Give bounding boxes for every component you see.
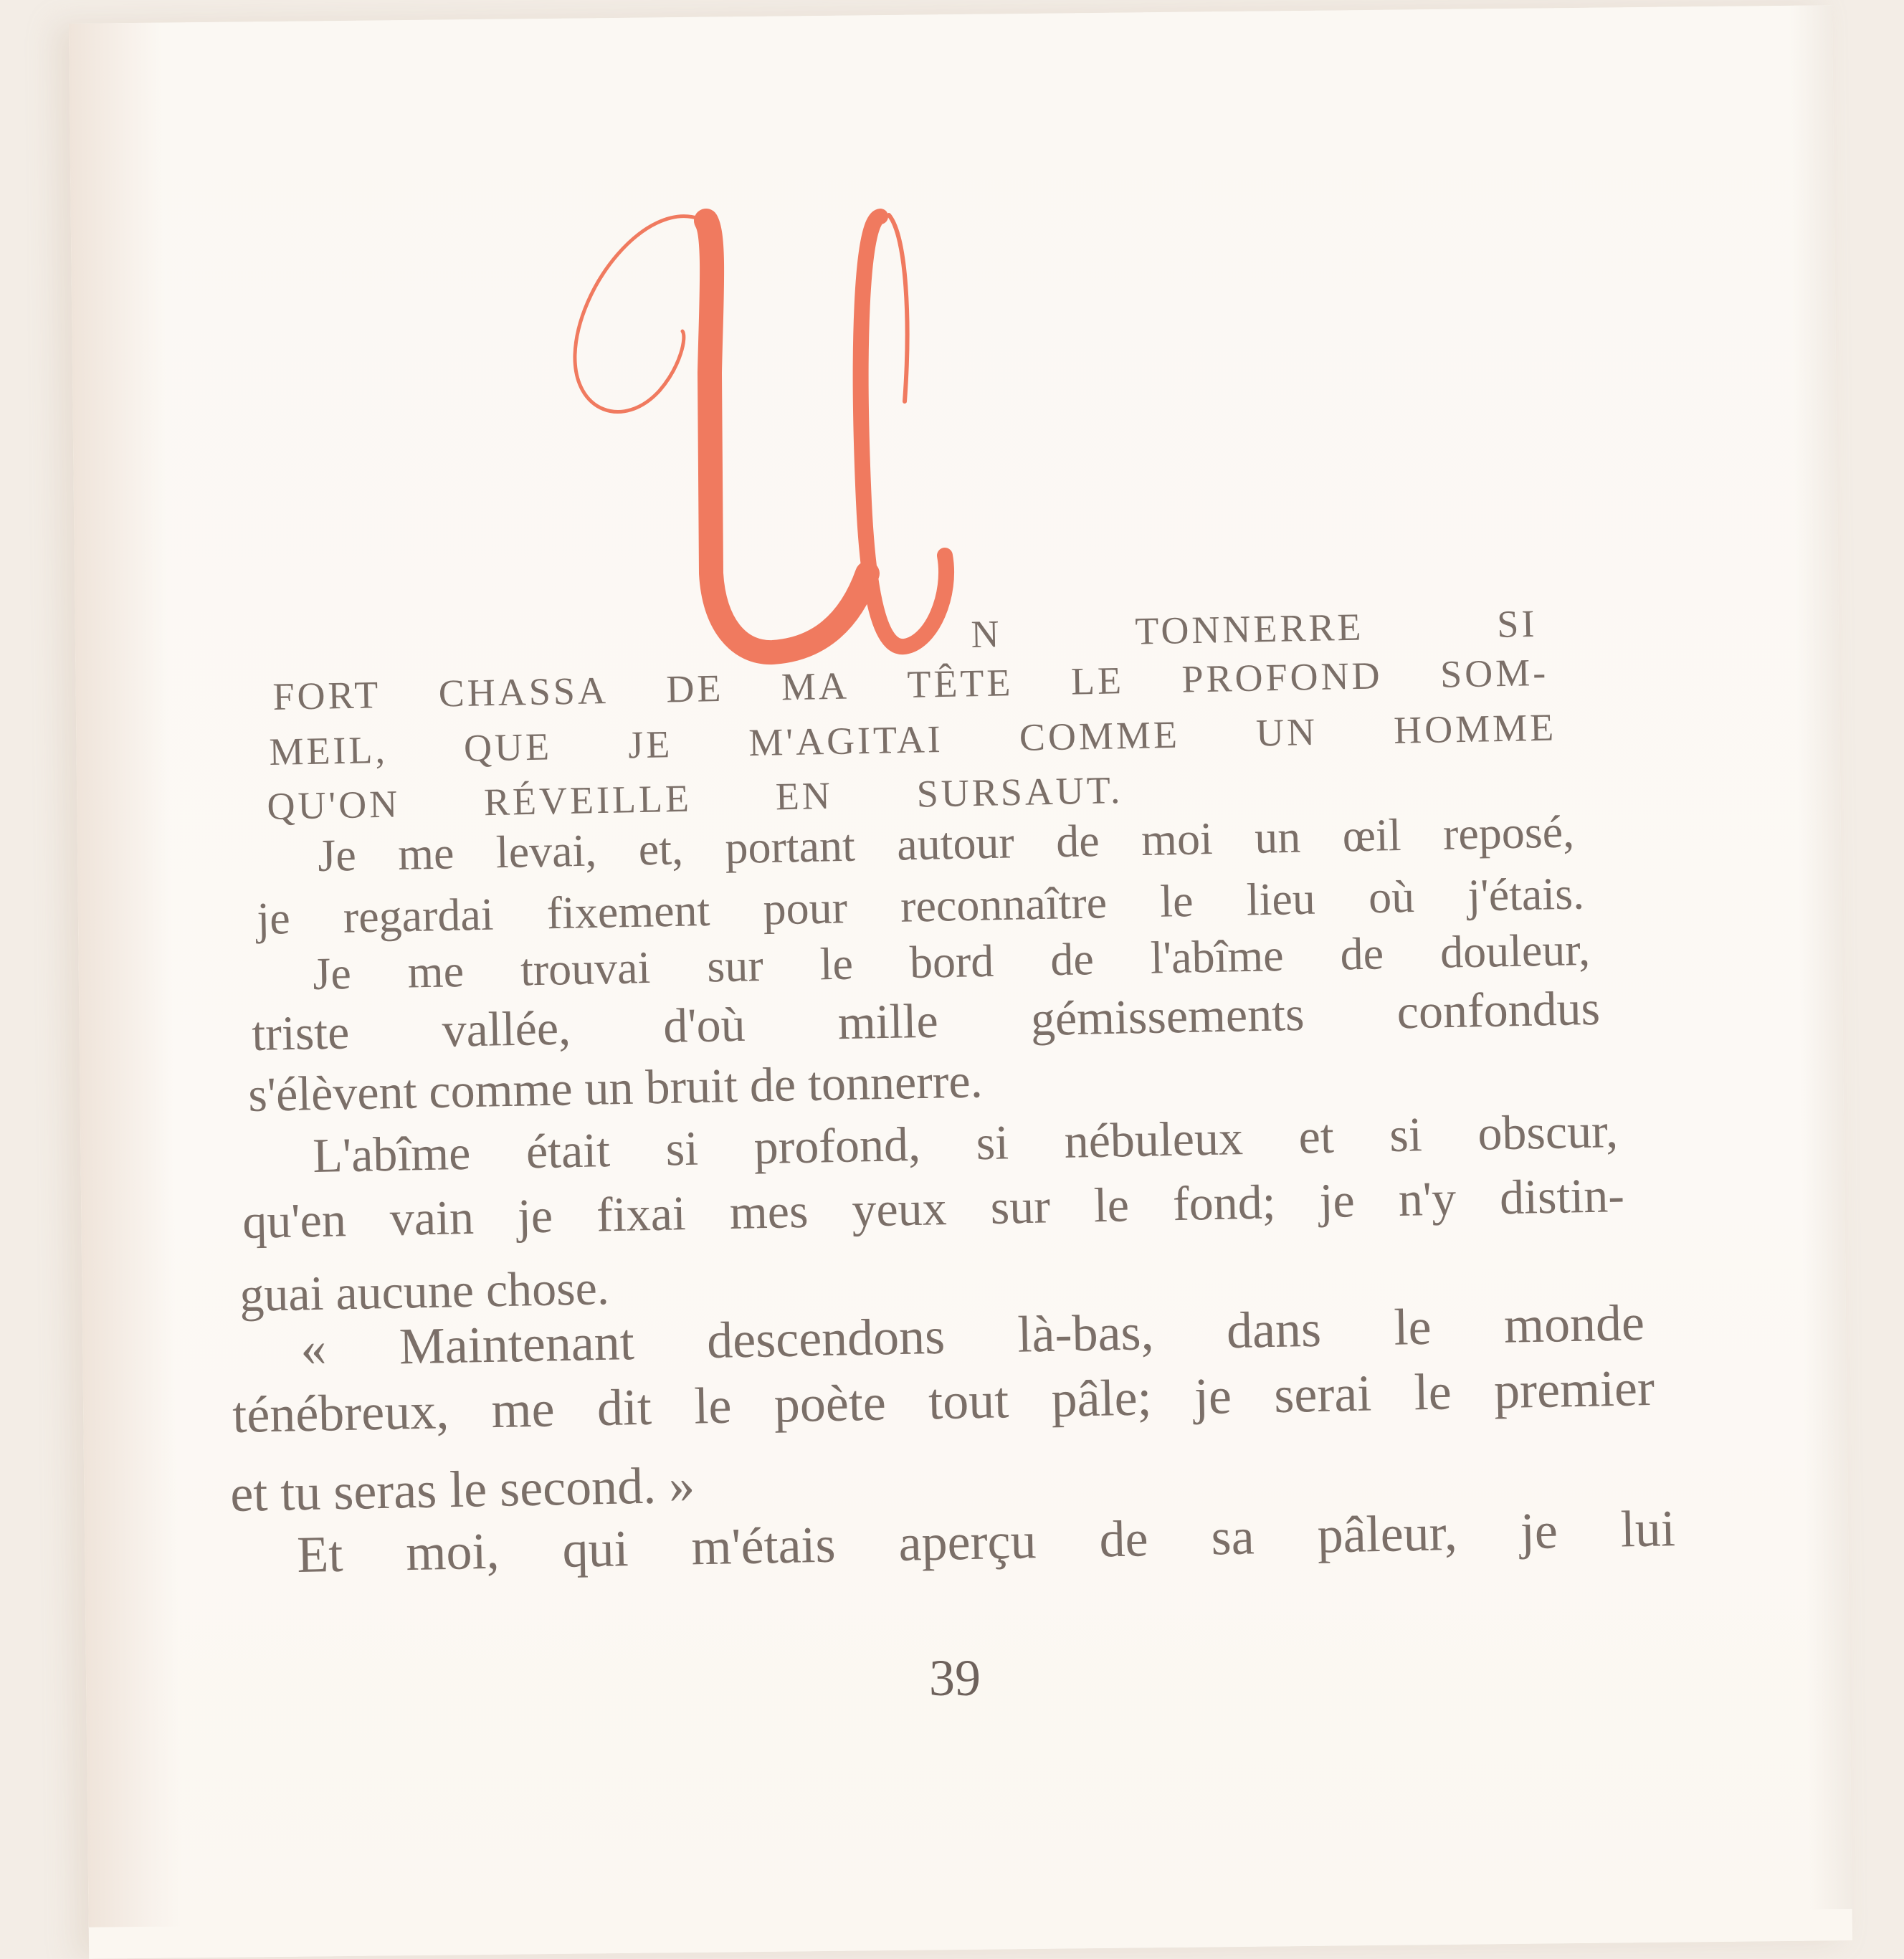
- text-line: s'élèvent comme un bruit de tonnerre.: [247, 1053, 984, 1122]
- word: reconnaître: [900, 877, 1108, 932]
- word: SURSAUT.: [916, 768, 1123, 816]
- word: M'AGITAI: [748, 717, 944, 765]
- word: l'abîme: [1150, 930, 1285, 983]
- page-number: 39: [929, 1649, 981, 1707]
- word: descendons: [706, 1307, 946, 1370]
- word: MA: [781, 664, 850, 709]
- word: obscur,: [1477, 1103, 1619, 1160]
- word: SI: [1496, 601, 1538, 646]
- word: le: [1393, 1297, 1432, 1356]
- word: triste: [251, 1004, 351, 1061]
- word: aperçu: [898, 1512, 1037, 1572]
- word: confondus: [1396, 980, 1601, 1039]
- word: reposé,: [1442, 806, 1575, 859]
- word: mes: [729, 1183, 809, 1239]
- word: et,: [638, 823, 684, 875]
- word: le: [1093, 1177, 1130, 1233]
- word: vain: [389, 1189, 475, 1247]
- word: Et: [296, 1525, 344, 1583]
- word: me: [490, 1380, 556, 1439]
- word: RÉVEILLE: [483, 776, 692, 824]
- word: monde: [1503, 1294, 1645, 1354]
- word: de: [1098, 1510, 1149, 1568]
- word: L'abîme: [312, 1125, 471, 1183]
- word: fixement: [546, 884, 710, 939]
- word: m'étais: [690, 1515, 837, 1576]
- word: levai,: [495, 824, 597, 878]
- word: était: [525, 1123, 611, 1179]
- word: je: [1318, 1173, 1356, 1229]
- word: SOM-: [1439, 650, 1549, 696]
- word: FORT: [272, 673, 381, 718]
- word: vallée,: [441, 1000, 571, 1057]
- text-line: guai aucune chose.: [239, 1260, 610, 1322]
- word: QUE: [463, 725, 553, 770]
- word: n'y: [1398, 1171, 1457, 1227]
- word: mille: [837, 993, 939, 1050]
- word: EN: [775, 773, 834, 819]
- word: TONNERRE: [1134, 605, 1364, 653]
- word: fixai: [596, 1186, 687, 1242]
- word: QU'ON: [266, 782, 401, 828]
- word: TÊTE: [906, 661, 1014, 707]
- word: portant: [724, 819, 856, 874]
- word: fond;: [1172, 1174, 1277, 1231]
- word: Maintenant: [399, 1313, 635, 1376]
- word: dans: [1226, 1300, 1322, 1360]
- word: moi,: [405, 1522, 500, 1582]
- word: CHASSA: [438, 669, 609, 715]
- word: premier: [1493, 1358, 1655, 1420]
- word: qui: [561, 1520, 629, 1578]
- word: pâle;: [1050, 1368, 1153, 1429]
- word: HOMME: [1393, 705, 1557, 752]
- word: me: [397, 827, 455, 880]
- word: me: [407, 945, 465, 998]
- word: MEIL,: [268, 728, 389, 773]
- word: dit: [596, 1378, 652, 1437]
- word: COMME: [1019, 712, 1181, 759]
- word: le: [819, 938, 854, 990]
- word: où: [1368, 871, 1415, 923]
- word: sa: [1210, 1507, 1255, 1566]
- word: UN: [1255, 710, 1318, 755]
- word: N: [970, 612, 1003, 656]
- word: si: [1389, 1107, 1423, 1163]
- word: PROFOND: [1181, 654, 1384, 701]
- word: si: [665, 1120, 699, 1176]
- word: douleur,: [1439, 923, 1591, 978]
- word: qu'en: [242, 1192, 347, 1249]
- word: poète: [774, 1373, 887, 1434]
- word: trouvai: [520, 941, 651, 996]
- word: Je: [317, 829, 357, 881]
- word: de: [1049, 933, 1095, 986]
- word: moi: [1141, 813, 1214, 865]
- word: je: [256, 892, 291, 944]
- word: lieu: [1246, 872, 1316, 925]
- word: distin-: [1499, 1168, 1625, 1225]
- word: œil: [1342, 809, 1402, 862]
- word: d'où: [662, 996, 746, 1053]
- word: LE: [1070, 659, 1125, 703]
- word: ténébreux,: [232, 1382, 449, 1444]
- word: nébuleux: [1063, 1110, 1244, 1168]
- word: de: [1339, 928, 1384, 980]
- word: lui: [1620, 1500, 1676, 1558]
- word: j'étais.: [1467, 867, 1585, 921]
- word: JE: [627, 723, 673, 767]
- word: le: [1413, 1363, 1452, 1421]
- word: Je: [312, 947, 352, 999]
- word: yeux: [851, 1181, 948, 1237]
- word: pour: [762, 882, 848, 935]
- word: sur: [706, 939, 764, 992]
- word: bord: [909, 935, 994, 988]
- word: DE: [665, 666, 724, 711]
- word: autour: [896, 816, 1015, 870]
- word: pâleur,: [1316, 1503, 1458, 1564]
- word: le: [1159, 874, 1194, 927]
- word: un: [1254, 811, 1301, 863]
- word: serai: [1273, 1364, 1372, 1424]
- word: gémissements: [1030, 986, 1305, 1047]
- word: profond,: [753, 1116, 921, 1175]
- word: je: [517, 1188, 553, 1244]
- word: regardai: [343, 888, 495, 943]
- word: «: [300, 1319, 328, 1377]
- word: sur: [989, 1178, 1051, 1234]
- word: là-bas,: [1017, 1303, 1155, 1363]
- word: et: [1298, 1108, 1335, 1164]
- word: le: [693, 1376, 733, 1435]
- word: de: [1055, 815, 1100, 867]
- text-line: et tu seras le second. »: [229, 1456, 695, 1522]
- word: je: [1194, 1367, 1232, 1426]
- word: si: [975, 1115, 1009, 1171]
- word: tout: [928, 1371, 1009, 1431]
- word: je: [1519, 1502, 1558, 1560]
